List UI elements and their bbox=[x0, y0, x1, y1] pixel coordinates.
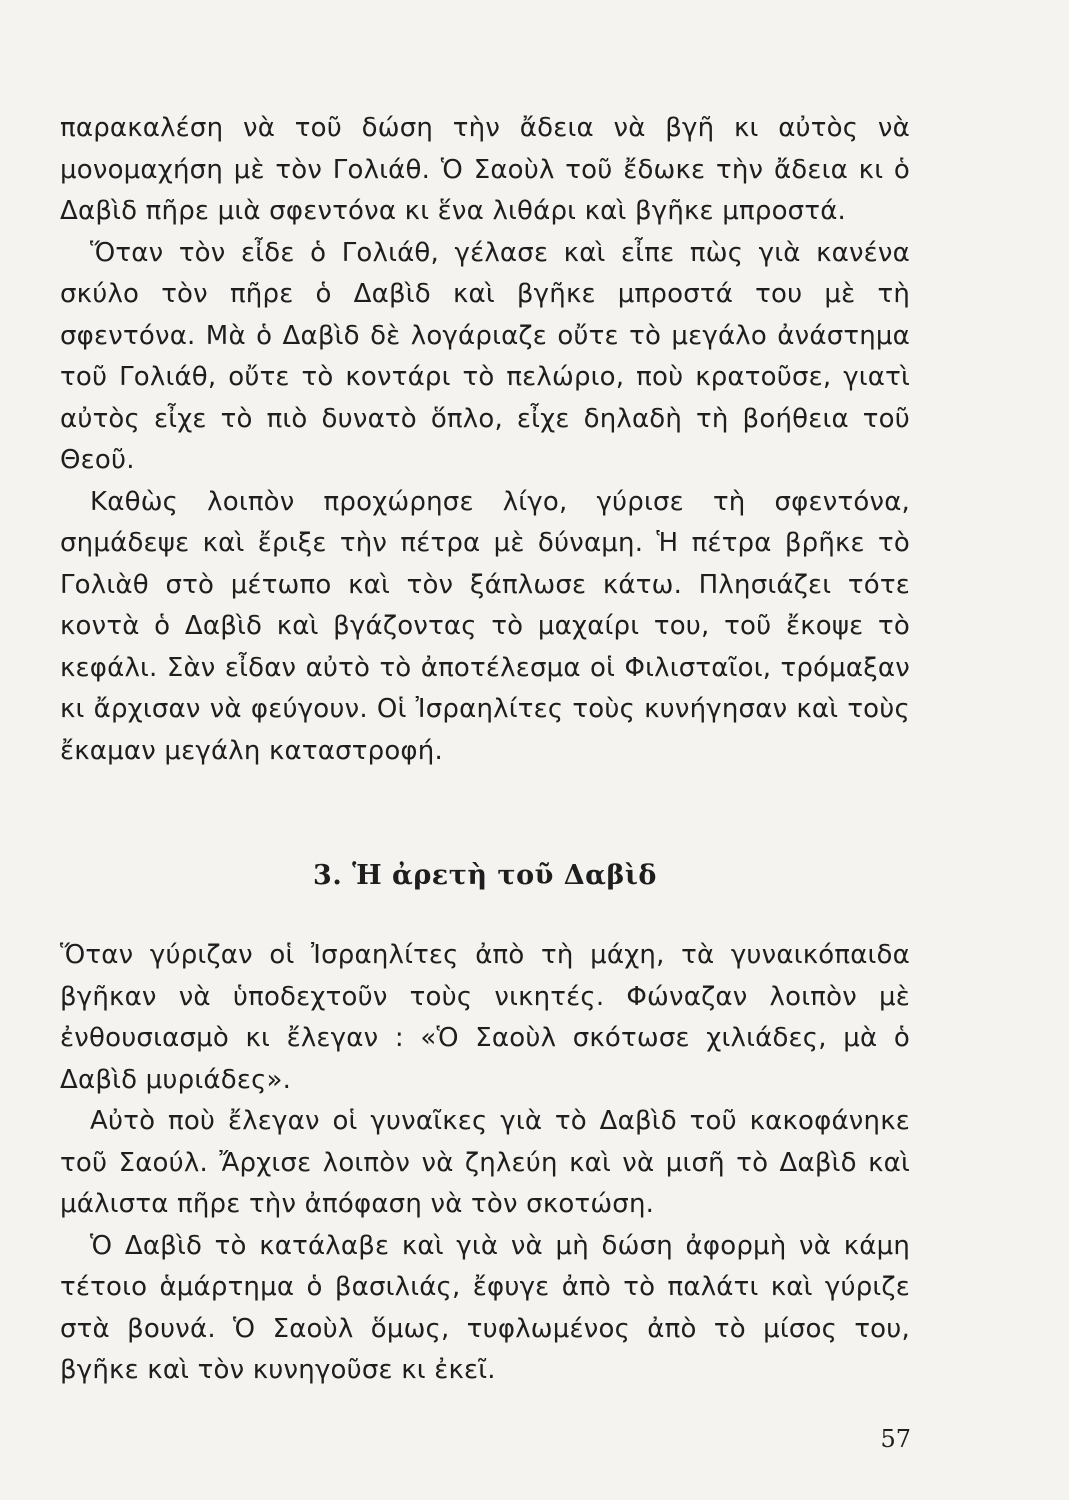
paragraph-3: Καθὼς λοιπὸν προχώρησε λίγο, γύρισε τὴ σφεντόνα, σημάδεψε καὶ ἔριξε τὴν πέτρα μὲ δύναμη. Ἡ πέτρα βρῆκε τὸ Γολιὰθ στὸ μέτωπο καὶ τὸν ξάπλωσε κάτω. Πλησιάζει τότε κοντὰ ὁ Δαβὶδ καὶ βγάζοντας τὸ μαχαίρι του, τοῦ ἔκοψε τὸ κεφάλι. Σὰν εἶδαν αὐτὸ τὸ ἀποτέλεσμα οἱ Φιλισταῖοι, τρόμαξαν κι ἄρχισαν νὰ φεύγουν. Οἱ Ἰσραηλίτες τοὺς κυνήγησαν καὶ τοὺς ἔκαμαν μεγάλη καταστροφή. bbox=[60, 486, 910, 766]
paragraph-4: Ὅταν γύριζαν οἱ Ἰσραηλίτες ἀπὸ τὴ μάχη, τὰ γυναικόπαιδα βγῆκαν νὰ ὑποδεχτοῦν τοὺς νικητές. Φώναζαν λοιπὸν μὲ ἐνθουσιασμὸ κι ἔλεγαν : «Ὁ Σαοὺλ σκότωσε χιλιάδες, μὰ ὁ Δαβὶδ μυριάδες». bbox=[60, 940, 910, 1095]
paragraph-5: Αὐτὸ ποὺ ἔλεγαν οἱ γυναῖκες γιὰ τὸ Δαβὶδ τοῦ κακοφάνηκε τοῦ Σαούλ. Ἄρχισε λοιπὸν νὰ ζηλεύη καὶ νὰ μισῆ τὸ Δαβὶδ καὶ μάλιστα πῆρε τὴν ἀπόφαση νὰ τὸν σκοτώση. bbox=[60, 1106, 910, 1219]
page-number: 57 bbox=[880, 1425, 911, 1453]
bottom-text-block bbox=[60, 935, 910, 1392]
top-text-block bbox=[60, 108, 910, 772]
paragraph-1: παρακαλέση νὰ τοῦ δώση τὴν ἄδεια νὰ βγῆ κι αὐτὸς νὰ μονομαχήση μὲ τὸν Γολιάθ. Ὁ Σαοὺλ τοῦ ἔδωκε τὴν ἄδεια κι ὁ Δαβὶδ πῆρε μιὰ σφεντόνα κι ἕνα λιθάρι καὶ βγῆκε μπροστά. bbox=[60, 113, 910, 226]
paragraph-6: Ὁ Δαβὶδ τὸ κατάλαβε καὶ γιὰ νὰ μὴ δώση ἀφορμὴ νὰ κάμη τέτοιο ἁμάρτημα ὁ βασιλιάς, ἔφυγε ἀπὸ τὸ παλάτι καὶ γύριζε στὰ βουνά. Ὁ Σαοὺλ ὅμως, τυφλωμένος ἀπὸ τὸ μίσος του, βγῆκε καὶ τὸν κυνηγοῦσε κι ἐκεῖ. bbox=[60, 1230, 910, 1385]
section-heading: 3. Ἡ ἀρετὴ τοῦ Δαβὶδ bbox=[313, 860, 657, 891]
paragraph-2: Ὅταν τὸν εἶδε ὁ Γολιάθ, γέλασε καὶ εἶπε πὼς γιὰ κανένα σκύλο τὸν πῆρε ὁ Δαβὶδ καὶ βγῆκε μπροστά του μὲ τὴ σφεντόνα. Μὰ ὁ Δαβὶδ δὲ λογάριαζε οὔτε τὸ μεγάλο ἀνάστημα τοῦ Γολιάθ, οὔτε τὸ κοντάρι τὸ πελώριο, ποὺ κρατοῦσε, γιατὶ αὐτὸς εἶχε τὸ πιὸ δυνατὸ ὅπλο, εἶχε δηλαδὴ τὴ βοήθεια τοῦ Θεοῦ. bbox=[60, 237, 910, 475]
